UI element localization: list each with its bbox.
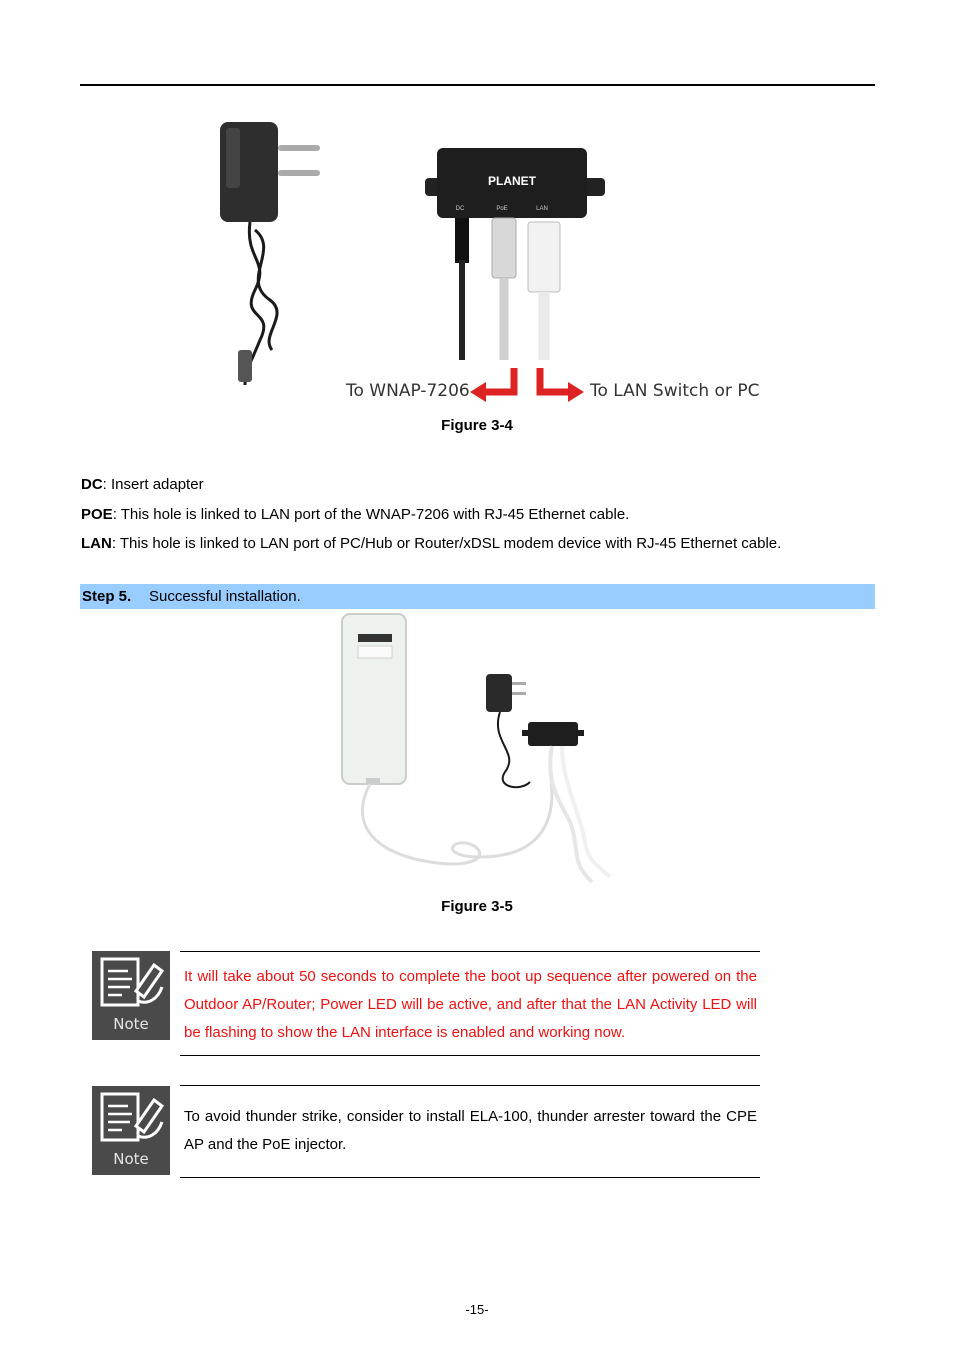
step-5-bar <box>80 584 875 609</box>
desc-text: : This hole is linked to LAN port of PC/Hub or Router/xDSL modem device with RJ-45 Ethernet cable. <box>111 535 782 552</box>
port-label-lan: LAN <box>536 206 548 212</box>
arrow-label-left: To WNAP-7206 <box>346 381 470 401</box>
note-rule-top <box>180 1085 760 1086</box>
figure-3-5-caption: Figure 3-5 <box>441 898 513 915</box>
step-text: Successful installation. <box>149 588 301 605</box>
header-rule <box>80 84 875 86</box>
note-icon-label: Note <box>113 1150 149 1168</box>
figure-3-4-image <box>200 110 760 410</box>
port-label-poe: PoE <box>496 206 508 212</box>
desc-term: POE <box>81 506 113 523</box>
step-label: Step 5. <box>82 588 132 605</box>
planet-logo: PLANET <box>488 174 536 188</box>
arrows-illustration <box>470 368 584 402</box>
port-label-dc: DC <box>455 206 465 212</box>
note-rule-bottom <box>180 1177 760 1178</box>
adapter-and-injector-illustration <box>486 674 610 882</box>
desc-dc <box>81 476 204 494</box>
page-number: -15- <box>465 1302 489 1317</box>
figure-3-4-caption: Figure 3-4 <box>441 417 513 434</box>
arrow-label-right: To LAN Switch or PC <box>590 381 760 401</box>
outdoor-ap-illustration <box>342 614 552 864</box>
figure-3-5-image <box>330 612 630 892</box>
note-rule-top <box>180 951 760 952</box>
desc-term: DC <box>81 476 103 493</box>
desc-text: : Insert adapter <box>102 476 204 493</box>
note-text-boot: It will take about 50 seconds to complete the boot up sequence after powered on the Outdoor AP/Router; Power LED will be active, and after that the LAN Activity LED will be flashing to show the LAN interface is enabled and working now. <box>184 968 757 1041</box>
desc-term: LAN <box>81 535 112 552</box>
note-icon-label: Note <box>113 1015 149 1033</box>
note-icon <box>92 1086 170 1175</box>
desc-lan <box>81 535 781 553</box>
desc-poe <box>81 506 629 524</box>
note-icon <box>92 951 170 1040</box>
note-rule-bottom <box>180 1055 760 1056</box>
poe-injector-illustration <box>425 148 605 360</box>
note-text-thunder: To avoid thunder strike, consider to install ELA-100, thunder arrester toward the CPE AP and the PoE injector. <box>184 1108 757 1153</box>
power-adapter-illustration <box>220 122 320 385</box>
desc-text: : This hole is linked to LAN port of the WNAP-7206 with RJ-45 Ethernet cable. <box>112 506 630 523</box>
